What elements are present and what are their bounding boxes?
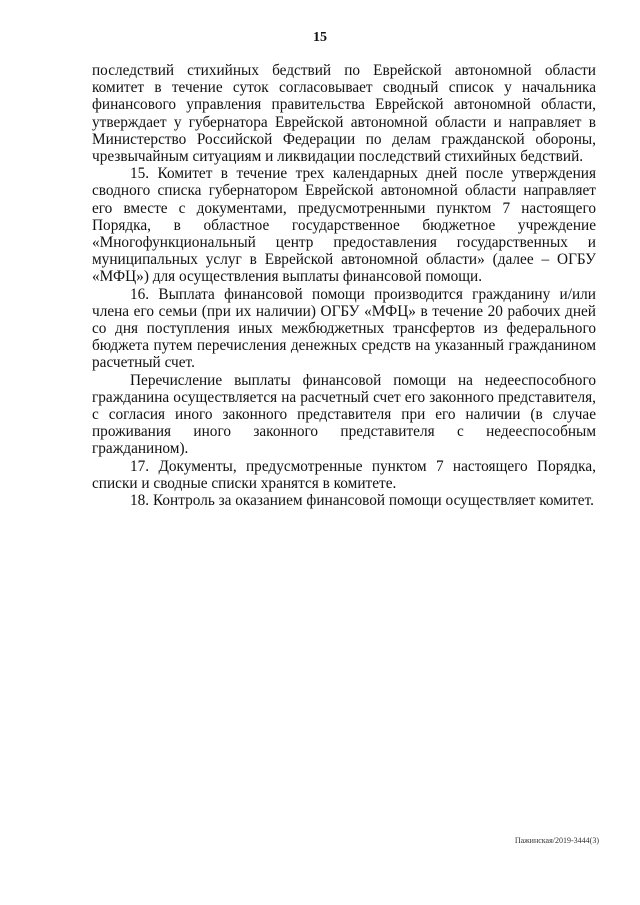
paragraph-continuation: последствий стихийных бедствий по Еврейской автономной области комитет в течение суток согласовывает сводный список у начальника финансового управления правительства Еврейской автономной области, утверждает у губернатора Еврейской автономной области и направляет в Министерство Российской Федерации по делам гражданской обороны, чрезвычайным ситуациям и ликвидации последствий стихийных бедствий. [92,62,596,166]
paragraph-item-18: 18. Контроль за оказанием финансовой помощи осуществляет комитет. [130,492,594,510]
paragraph-item-16: 16. Выплата финансовой помощи производится гражданину и/или члена его семьи (при их наличии) ОГБУ «МФЦ» в течение 20 рабочих дней со дня поступления иных межбюджетных трансфертов из федерального бюджета путем перечисления денежных средств на указанный гражданином расчетный счет. [92,285,596,372]
paragraph-item-17: 17. Документы, предусмотренные пунктом 7 настоящего Порядка, списки и сводные списки хранятся в комитете. [92,457,596,492]
page-number: 15 [313,30,327,45]
paragraph-item-15: 15. Комитет в течение трех календарных дней после утверждения сводного списка губернатором Еврейской автономной области направляет его вместе с документами, предусмотренными пунктом 7 настоящего Порядка, в областное государственное бюджетное учреждение «Многофункциональный центр предоставления государственных и муниципальных услуг в Еврейской автономной области» (далее – ОГБУ «МФЦ») для осуществления выплаты финансовой помощи. [92,165,596,286]
footer-document-code: Пажинская/2019-3444(3) [514,836,599,845]
paragraph-item-16-transfer: Перечисление выплаты финансовой помощи на недееспособного гражданина осуществляется на расчетный счет его законного представителя, с согласия иного законного представителя при его наличии (в случае проживания иного законного представителя с недееспособным гражданином). [92,371,596,458]
document-body [92,62,596,509]
